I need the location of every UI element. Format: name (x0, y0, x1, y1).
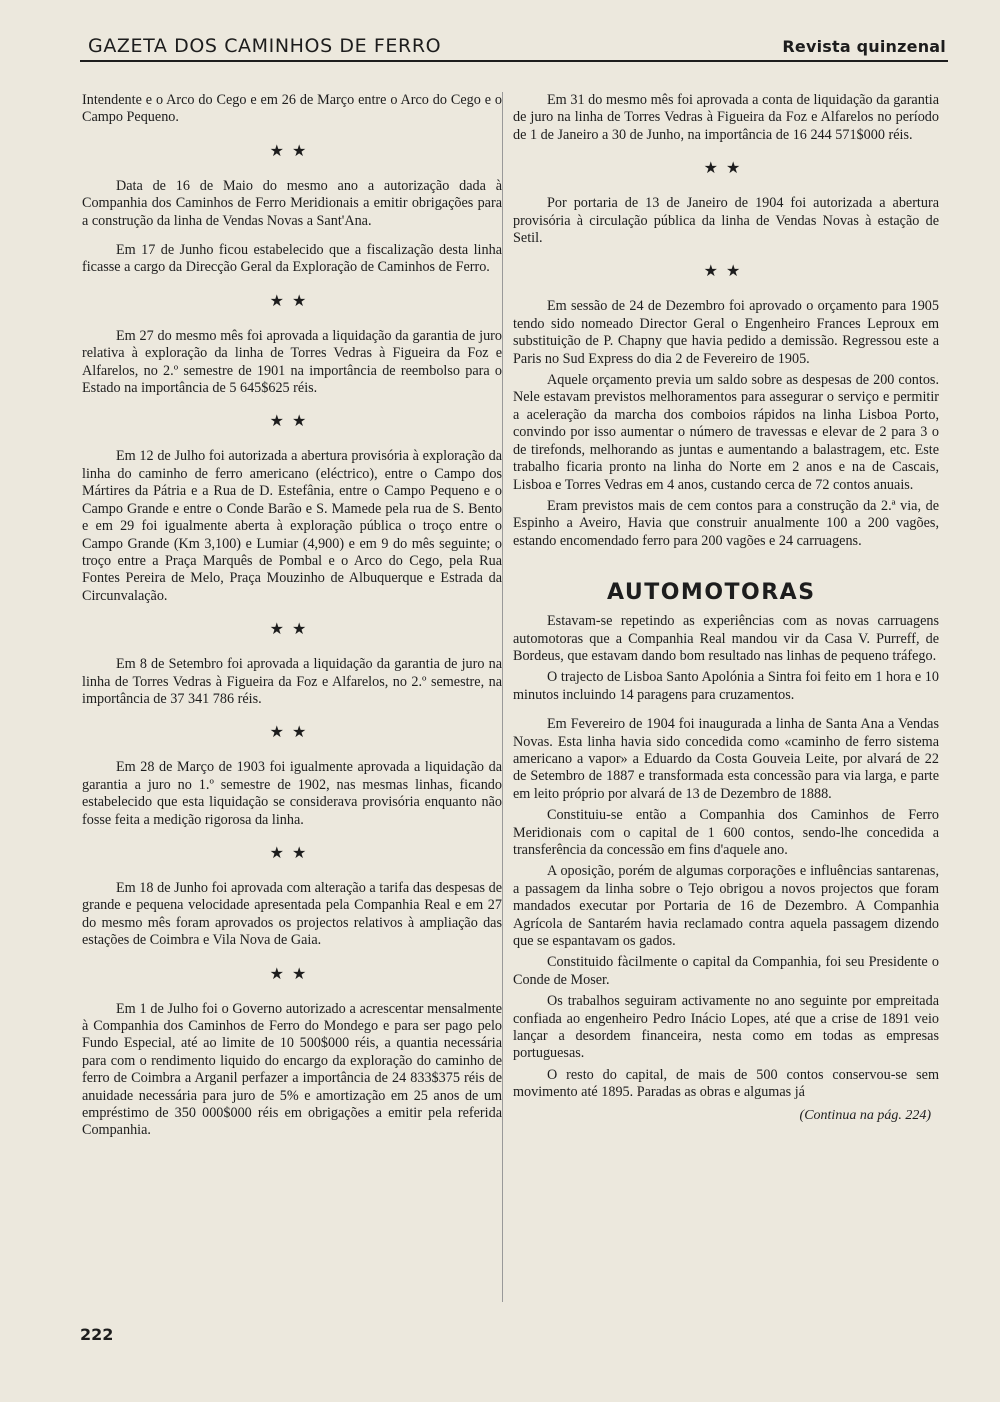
paragraph: Em 1 de Julho foi o Governo autorizado a acrescentar mensalmente à Companhia dos Caminhos de Ferro do Mondego e para ser pago pelo Fundo Especial, até ao limite de 10 500$000 réis, a quantia necessária para com o rendimento liquido do encargo da exploração do caminho de ferro de Coimbra a Arganil perfazer a importância de 24 833$375 réis de anuidade necessária para juro de 5% e amortização em 25 anos de um empréstimo de 350 000$000 réis em obrigações a emitir pela referida Companhia. (82, 1000, 502, 1139)
journal-title: GAZETA DOS CAMINHOS DE FERRO (88, 35, 442, 57)
paragraph: Em 31 do mesmo mês foi aprovada a conta de liquidação da garantia de juro na linha de Torres Vedras à Figueira da Foz e Alfarelos no período de 1 de Janeiro a 30 de Junho, na importância de 16 244 571$000 réis. (513, 92, 939, 143)
paragraph: Os trabalhos seguiram activamente no ano seguinte por empreitada confiada ao engenheiro Pedro Inácio Lopes, até que a crise de 1891 veio lançar a desordem financeira, nesta como em todas as empresas portuguesas. (513, 993, 939, 1062)
column-divider (502, 92, 503, 1302)
continued-note: (Continua na pág. 224) (799, 1107, 931, 1123)
paragraph: Intendente e o Arco do Cego e em 26 de Março entre o Arco do Cego e o Campo Pequeno. (82, 92, 502, 126)
paragraph: Data de 16 de Maio do mesmo ano a autorização dada à Companhia dos Caminhos de Ferro Meridionais a emitir obrigações para a construção da linha de Vendas Novas a Sant'Ana. (82, 177, 502, 229)
paragraph: O trajecto de Lisboa Santo Apolónia a Sintra foi feito em 1 hora e 10 minutos incluindo 14 paragens para cruzamentos. (513, 669, 939, 703)
paragraph: A oposição, porém de algumas corporações e influências santarenas, a passagem da linha sobre o Tejo obrigou a novos projectos que foram mandados executar por Portaria de 16 de Dezembro. A Companhia Agrícola de Santarém havia reclamado contra aquela passagem dizendo que se espantavam os gados. (513, 863, 939, 950)
paragraph: O resto do capital, de mais de 500 contos conservou-se sem movimento até 1895. Paradas as obras e algumas já (513, 1066, 939, 1101)
section-separator: ★★ (269, 411, 315, 431)
paragraph: Estavam-se repetindo as experiências com as novas carruagens automotoras que a Companhia Real mandou vir da Casa V. Purreff, de Bordeus, que estavam dando bom resultado nas linhas de pequeno tráfego. (513, 613, 939, 664)
paragraph: Em 27 do mesmo mês foi aprovada a liquidação da garantia de juro relativa à exploração da linha de Torres Vedras à Figueira da Foz e Alfarelos, no 2.º semestre de 1901 na importância de reembolso para o Estado na importância de 5 645$625 réis. (82, 327, 502, 397)
section-separator: ★★ (269, 963, 315, 983)
paragraph: Em sessão de 24 de Dezembro foi aprovado o orçamento para 1905 tendo sido nomeado Director Geral o Engenheiro Frances Leproux em substituição de P. Chapny que havia pedido a demissão. Regressou este a Paris no Sud Express do dia 2 de Fevereiro de 1905. (513, 298, 939, 367)
paragraph: Constituido fàcilmente o capital da Companhia, foi seu Presidente o Conde de Moser. (513, 954, 939, 988)
journal-subtitle: Revista quinzenal (782, 37, 946, 56)
paragraph: Em 18 de Junho foi aprovada com alteração a tarifa das despesas de grande e pequena velocidade apresentada pela Companhia Real e em 27 do mesmo mês foram aprovados os projectos relativos à ampliação das estações de Coimbra e Vila Nova de Gaia. (82, 879, 502, 949)
page-header (80, 30, 948, 62)
paragraph: Por portaria de 13 de Janeiro de 1904 foi autorizada a abertura provisória à circulação pública da linha de Vendas Novas à estação de Setil. (513, 195, 939, 247)
section-heading: AUTOMOTORAS (607, 580, 816, 606)
page-number: 222 (80, 1325, 114, 1344)
right-column (513, 92, 939, 1124)
paragraph: Eram previstos mais de cem contos para a construção da 2.ª via, de Espinho a Aveiro, Havia que construir anualmente 100 a 200 vagões, estando encomendado ferro para 200 vagões e 24 carruagens. (513, 497, 939, 549)
section-separator: ★★ (703, 261, 749, 281)
section-separator: ★★ (269, 722, 315, 742)
paragraph: Em 17 de Junho ficou estabelecido que a fiscalização desta linha ficasse a cargo da Direcção Geral da Exploração de Caminhos de Ferro. (82, 242, 502, 276)
paragraph: Aquele orçamento previa um saldo sobre as despesas de 200 contos. Nele estavam previstos melhoramentos para assegurar o serviço e permitir a aceleração da marcha dos comboios rápidos na linha Lisboa Porto, convindo por isso aumentar o número de travessas e elevar de 2 para 3 o de tirefonds, melhorando as juntas e aumentando a balastragem, etc. Este trabalho ficaria pronto na linha do Norte em 2 anos e na de Cascais, Lisboa e Torres Vedras em 4 anos, custando cerca de 72 contos anuais. (513, 372, 939, 493)
section-separator: ★★ (269, 842, 315, 862)
paragraph: Em 28 de Março de 1903 foi igualmente aprovada a liquidação da garantia a juro no 1.º semestre de 1902, nas mesmas linhas, ficando estabelecido que esta liquidação se considerava provisória enquanto não fosse feita a medição rigorosa da linha. (82, 759, 502, 828)
left-column (82, 92, 502, 1152)
section-separator: ★★ (269, 140, 315, 160)
paragraph: Constituiu-se então a Companhia dos Caminhos de Ferro Meridionais com o capital de 1 600 contos, sendo-lhe concedida a transferência da concessão em fins d'aquele ano. (513, 807, 939, 858)
paragraph: Em 8 de Setembro foi aprovada a liquidação da garantia de juro na linha de Torres Vedras à Figueira da Foz e Alfarelos, no 2.º semestre, na importância de 37 341 786 réis. (82, 656, 502, 707)
paragraph: Em Fevereiro de 1904 foi inaugurada a linha de Santa Ana a Vendas Novas. Esta linha havia sido concedida como «caminho de ferro sistema americano a vapor» a Eduardo da Costa Gouveia Leite, por alvará de 22 de Setembro de 1887 e transformada esta concessão para via larga, e parte em leito próprio por alvará de 13 de Dezembro de 1888. (513, 716, 939, 802)
section-separator: ★★ (703, 158, 749, 178)
paragraph: Em 12 de Julho foi autorizada a abertura provisória à exploração da linha do caminho de ferro americano (eléctrico), entre o Campo dos Mártires da Pátria e a Rua de D. Estefânia, entre o Campo Pequeno e o Campo Grande e entre o Conde Barão e S. Mamede pela rua de S. Bento e em 29 foi igualmente aberta à exploração pública o troço entre o Campo Grande (Km 3,100) e Lumiar (4,900) e em 9 do mês seguinte; o troço entre a Praça Marquês de Pombal e o Arco do Cego, pela Rua Fontes Pereira de Melo, Praça Mouzinho de Albuquerque e Estrada da Circunvalação. (82, 448, 502, 604)
section-separator: ★★ (269, 290, 315, 310)
section-separator: ★★ (269, 619, 315, 639)
